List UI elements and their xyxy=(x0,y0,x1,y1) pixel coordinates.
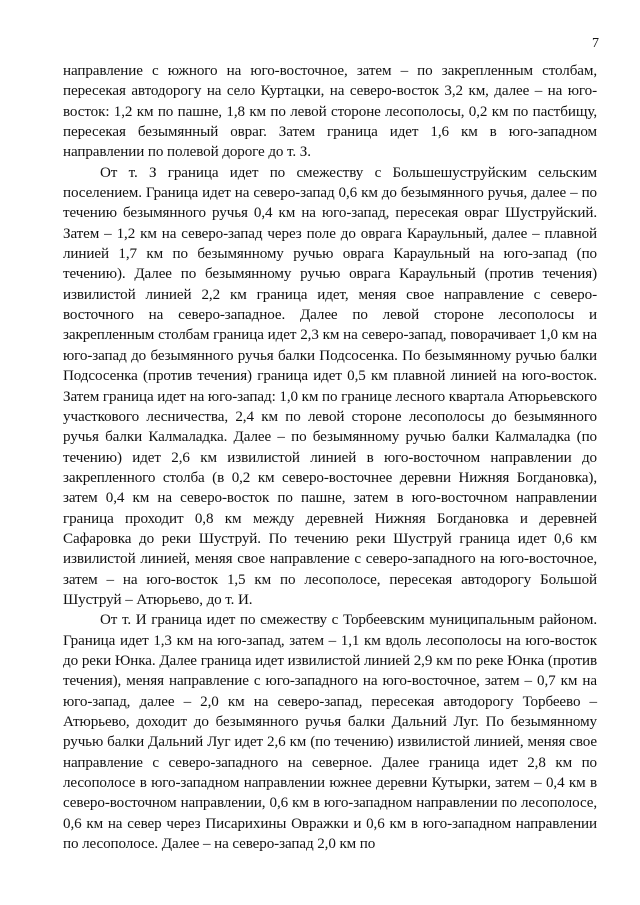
page-number: 7 xyxy=(592,36,599,51)
paragraph-point-i: От т. И граница идет по смежеству с Торбеевским муниципальным районом. Граница идет 1,3 км на юго-запад, затем – 1,1 км вдоль лесополосы на юго-восток до реки Юнка. Далее граница идет извилистой линией 2,9 км по реке Юнка (против течения), меняя направление с юго-западного на юго-восточное, затем – 0,7 км на юго-запад, далее – 2,0 км на северо-запад, пересекая автодорогу Торбеево – Атюрьево, доходит до безымянного ручья балки Дальний Луг. По безымянному ручью балки Дальний Луг идет 2,6 км (по течению) извилистой линией, меняя свое направление с северо-западного на северное. Далее граница идет 2,8 км по лесополосе в юго-западном направлении южнее деревни Кутырки, затем – 0,4 км в северо-восточном направлении, 0,6 км в юго-западном направлении по лесополосе, 0,6 км на север через Писарихины Овражки и 0,6 км в юго-западном направлении по лесополосе. Далее – на северо-запад 2,0 км по xyxy=(63,612,597,853)
paragraph-point-z: От т. З граница идет по смежеству с Большешуструйским сельским поселением. Граница идет на северо-запад 0,6 км до безымянного ручья, далее – по течению безымянного ручья 0,4 км на юго-запад, пересекая овраг Шуструйский. Затем – 1,2 км на северо-запад через поле до оврага Караульный, далее – плавной линией 1,7 км по безымянному ручью оврага Караульный на юго-запад (по течению). Далее по безымянному ручью оврага Караульный (против течения) извилистой линией 2,2 км граница идет, меняя свое направление с северо-восточного на северо-западное. Далее по левой стороне лесополосы и закрепленным столбам граница идет 2,3 км на северо-запад, поворачивает 1,0 км на юго-запад до безымянного ручья балки Подсосенка. По безымянному ручью балки Подсосенка (против течения) граница идет 0,5 км плавной линией на юго-восток. Затем граница идет на юго-запад: 1,0 км по границе лесного квартала Атюрьевского участкового лесничества, 2,4 км по левой стороне лесополосы до безымянного ручья балки Калмаладка. Далее – по безымянному ручью балки Калмаладка (по течению) идет 2,6 км извилистой линией в юго-восточном направлении до закрепленного столба (в 0,2 км северо-восточнее деревни Нижняя Богдановка), затем 0,4 км на северо-восток по пашне, затем в юго-восточном направлении граница проходит 0,8 км между деревней Нижняя Богдановка и деревней Сафаровка до реки Шуструй. По течению реки Шуструй граница идет 0,6 км извилистой линией, меняя свое направление с северо-западного на юго-восточное, затем – на юго-восток 1,5 км по лесополосе, пересекая автодорогу Большой Шуструй – Атюрьево, до т. И. xyxy=(63,164,597,608)
document-body xyxy=(63,61,597,854)
paragraph-continuation: направление с южного на юго-восточное, затем – по закрепленным столбам, пересекая автодорогу на село Куртацки, на северо-восток 3,2 км, далее – на юго-восток: 1,2 км по пашне, 1,8 км по левой стороне лесополосы, 0,2 км по пастбищу, пересекая безымянный овраг. Затем граница идет 1,6 км в юго-западном направлении по полевой дороге до т. З. xyxy=(63,63,597,161)
